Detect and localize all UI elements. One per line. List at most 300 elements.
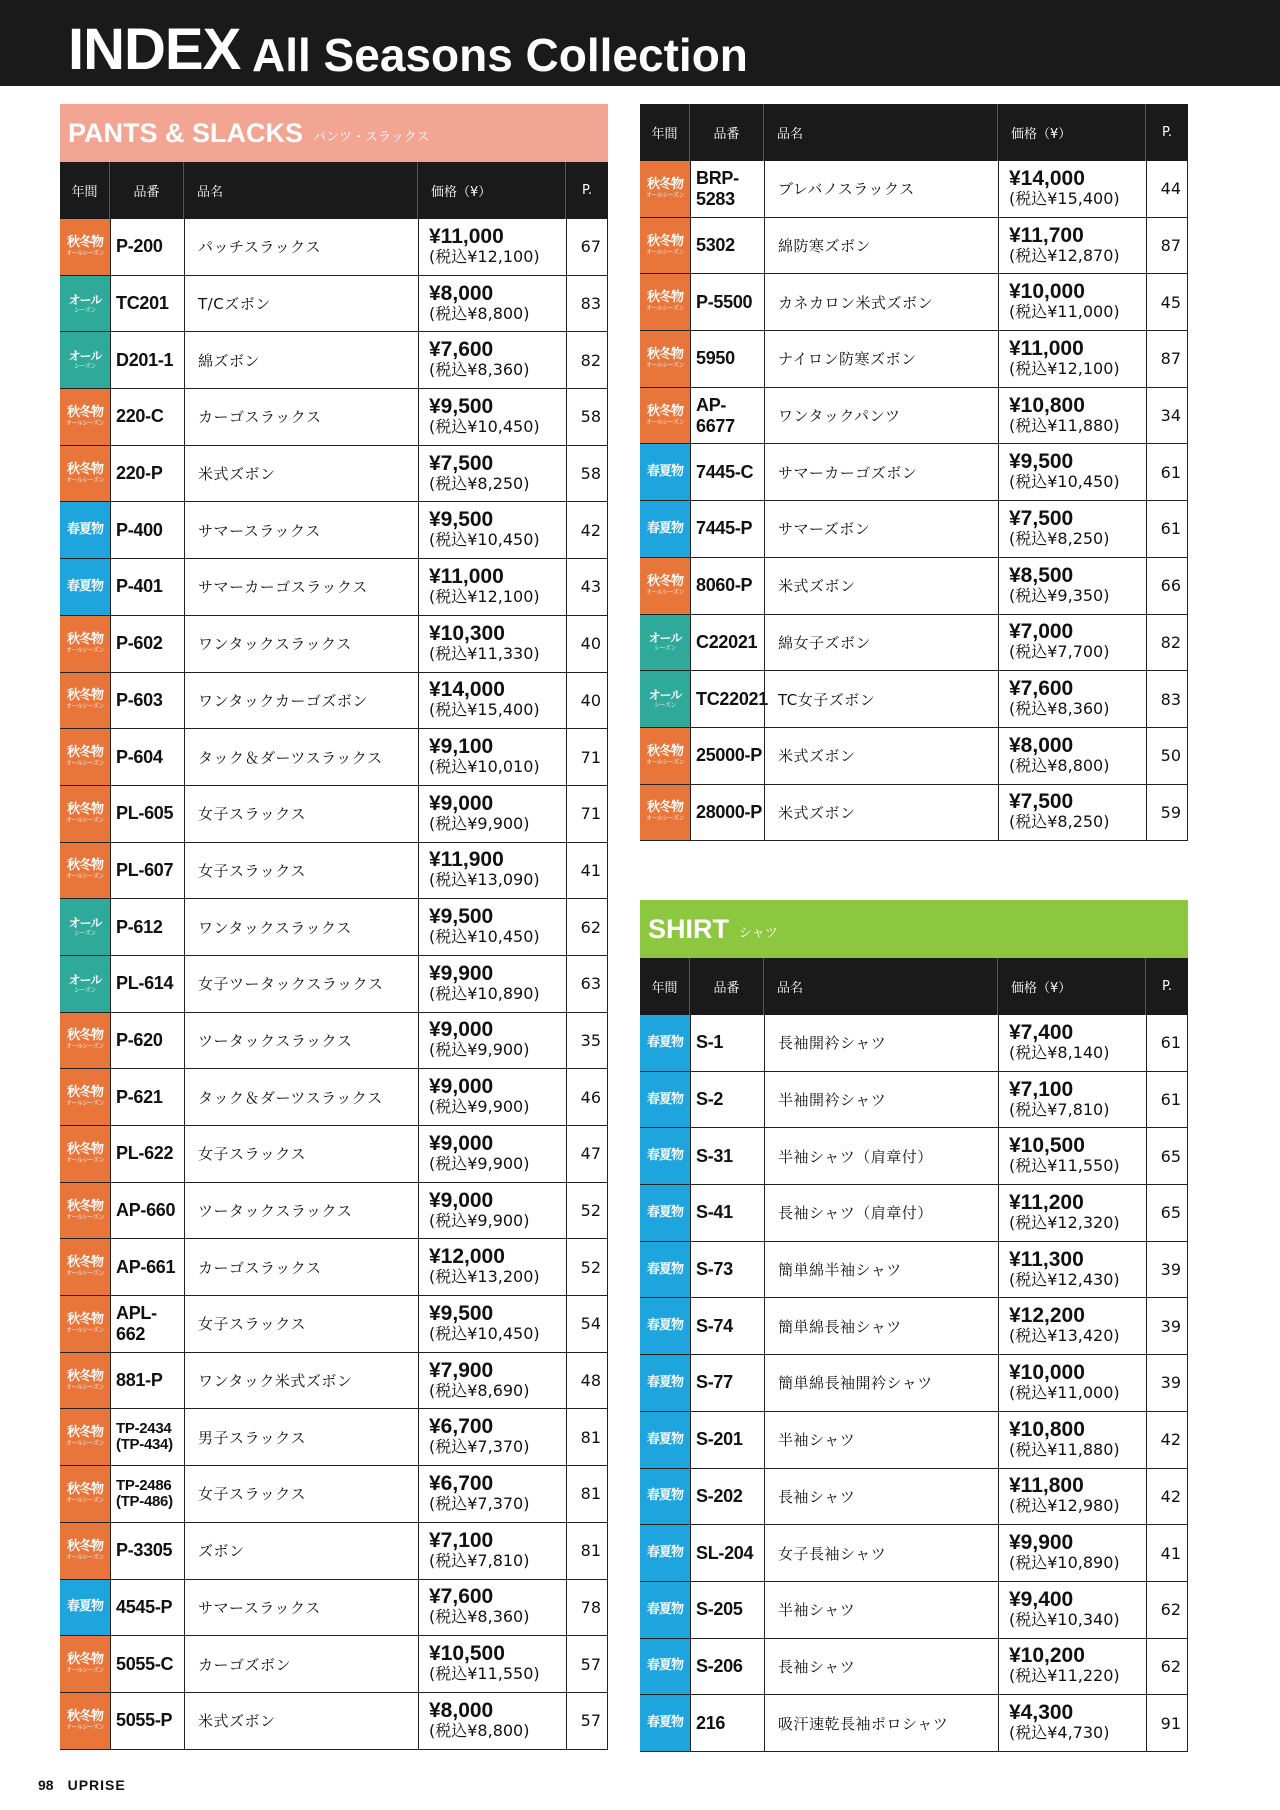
catalog-page: 59: [1146, 785, 1188, 841]
product-price: [998, 1412, 1146, 1468]
price-with-tax: (税込¥11,880): [1009, 415, 1120, 435]
season-badge-sub: オールシーズン: [66, 1043, 104, 1051]
price-value: ¥11,900: [429, 848, 504, 872]
season-badge-title: 秋冬物: [66, 1311, 103, 1327]
product-price: [418, 446, 566, 502]
season-badge-sub: オールシーズン: [646, 418, 684, 426]
season-badge-title: 秋冬物: [646, 346, 683, 362]
col-code: 品番: [690, 104, 764, 161]
pants-subtitle: パンツ・スラックス: [313, 129, 430, 145]
season-badge-title: 秋冬物: [66, 1085, 103, 1101]
product-code: [690, 1072, 764, 1128]
price-value: ¥7,600: [429, 338, 494, 362]
product-name: T/Cズボン: [184, 276, 418, 332]
table-row: [640, 558, 1188, 615]
catalog-page: 83: [566, 276, 608, 332]
table-row: [640, 785, 1188, 842]
price-with-tax: (税込¥10,450): [429, 927, 540, 947]
product-code: [690, 1298, 764, 1354]
price-value: ¥7,100: [1009, 1077, 1074, 1101]
product-code: [110, 559, 184, 615]
price-with-tax: (税込¥7,370): [429, 1437, 530, 1457]
product-code: [690, 1639, 764, 1695]
product-price: [998, 1355, 1146, 1411]
product-name: 女子スラックス: [184, 843, 418, 899]
season-badge-title: 春夏物: [646, 1488, 683, 1504]
product-code-text: S-201: [696, 1429, 743, 1450]
product-code: [690, 331, 764, 387]
price-with-tax: (税込¥12,100): [429, 586, 540, 606]
product-code-text: S-77: [696, 1372, 733, 1393]
product-code: [690, 1128, 764, 1184]
product-price: [418, 1693, 566, 1749]
product-code: [110, 616, 184, 672]
price-with-tax: (税込¥8,800): [429, 1720, 530, 1740]
price-value: ¥9,400: [1009, 1587, 1074, 1611]
product-price: [998, 1128, 1146, 1184]
season-badge-title: 秋冬物: [66, 688, 103, 704]
price-value: ¥7,500: [429, 451, 494, 475]
catalog-page: 81: [566, 1523, 608, 1579]
col-price: 価格（¥）: [998, 104, 1146, 161]
product-code-text: AP-660: [116, 1200, 176, 1221]
product-price: [418, 1069, 566, 1125]
product-price: [418, 219, 566, 275]
table-row: [640, 1298, 1188, 1355]
col-season: 年間: [60, 162, 110, 219]
season-badge: [60, 389, 110, 445]
price-value: ¥11,000: [429, 224, 504, 248]
table-row: [640, 388, 1188, 445]
season-badge-sub: オールシーズン: [66, 419, 104, 427]
season-badge: [60, 502, 110, 558]
product-name: 長袖シャツ: [764, 1469, 998, 1525]
price-value: ¥6,700: [429, 1471, 494, 1495]
catalog-page: 71: [566, 729, 608, 785]
season-badge: [640, 1015, 690, 1071]
table-row: [60, 1693, 608, 1750]
season-badge: [640, 1639, 690, 1695]
product-name: 綿ズボン: [184, 332, 418, 388]
catalog-page: 78: [566, 1580, 608, 1636]
product-price: [998, 331, 1146, 387]
season-badge-sub: オールシーズン: [646, 758, 684, 766]
product-code: [110, 332, 184, 388]
price-value: ¥10,500: [429, 1642, 505, 1666]
shirt-table-body: [640, 1015, 1188, 1752]
product-price: [418, 1523, 566, 1579]
catalog-page: 66: [1146, 558, 1188, 614]
season-badge-sub: オールシーズン: [66, 1667, 104, 1675]
product-price: [418, 1239, 566, 1295]
price-with-tax: (税込¥8,140): [1009, 1042, 1110, 1062]
price-with-tax: (税込¥12,320): [1009, 1212, 1120, 1232]
product-code: [690, 501, 764, 557]
price-value: ¥4,300: [1009, 1701, 1074, 1725]
price-value: ¥9,100: [429, 735, 494, 759]
product-code: [690, 615, 764, 671]
season-badge-sub: シーズン: [74, 306, 96, 314]
season-badge-title: 春夏物: [646, 1204, 683, 1220]
product-name: 長袖シャツ（肩章付）: [764, 1185, 998, 1241]
season-badge-sub: オールシーズン: [646, 815, 684, 823]
product-code-text: P-602: [116, 633, 163, 654]
season-badge-sub: オールシーズン: [66, 873, 104, 881]
season-badge-title: 秋冬物: [66, 461, 103, 477]
table-row: [60, 559, 608, 616]
shirt-subtitle: シャツ: [739, 925, 778, 941]
table-row: [640, 671, 1188, 728]
product-code-text: S-202: [696, 1485, 743, 1506]
price-with-tax: (税込¥8,800): [1009, 755, 1110, 775]
season-badge-title: 春夏物: [646, 1091, 683, 1107]
catalog-page: 42: [1146, 1412, 1188, 1468]
product-price: [998, 274, 1146, 330]
price-value: ¥11,200: [1009, 1190, 1084, 1214]
price-with-tax: (税込¥8,690): [429, 1380, 530, 1400]
product-name: ワンタックカーゴズボン: [184, 673, 418, 729]
product-code-text: 8060-P: [696, 575, 753, 596]
season-badge-title: 春夏物: [646, 1715, 683, 1731]
season-badge-title: 秋冬物: [646, 403, 683, 419]
price-value: ¥10,800: [1009, 1417, 1085, 1441]
season-badge-title: 秋冬物: [66, 1652, 103, 1668]
season-badge: [60, 1296, 110, 1352]
season-badge: [640, 444, 690, 500]
price-value: ¥14,000: [1009, 166, 1085, 190]
catalog-page: 58: [566, 389, 608, 445]
season-badge: [640, 501, 690, 557]
season-badge-sub: オールシーズン: [66, 1326, 104, 1334]
product-name: サマーカーゴスラックス: [184, 559, 418, 615]
season-badge-sub: オールシーズン: [66, 1723, 104, 1731]
season-badge-title: 秋冬物: [646, 176, 683, 192]
catalog-page: 44: [1146, 161, 1188, 217]
price-value: ¥12,200: [1009, 1304, 1085, 1328]
product-code: [110, 1069, 184, 1125]
table-row: [60, 332, 608, 389]
product-name: 簡単綿長袖開衿シャツ: [764, 1355, 998, 1411]
season-badge: [640, 1469, 690, 1525]
season-badge-sub: オールシーズン: [646, 361, 684, 369]
product-code-text: 5302: [696, 235, 735, 256]
catalog-page: 41: [1146, 1525, 1188, 1581]
price-value: ¥9,500: [429, 508, 494, 532]
product-code: [110, 446, 184, 502]
price-with-tax: (税込¥7,370): [429, 1493, 530, 1513]
product-name: 半袖シャツ: [764, 1412, 998, 1468]
catalog-page: 62: [1146, 1582, 1188, 1638]
product-price: [418, 1409, 566, 1465]
pants2-table-body: [640, 161, 1188, 841]
table-row: [60, 1126, 608, 1183]
product-code-text: TC201: [116, 293, 169, 314]
price-value: ¥11,800: [1009, 1474, 1084, 1498]
product-code-text: TP-2486: [116, 1476, 172, 1494]
product-name: 簡単綿半袖シャツ: [764, 1242, 998, 1298]
price-with-tax: (税込¥8,360): [429, 1607, 530, 1627]
product-name: 綿女子ズボン: [764, 615, 998, 671]
catalog-page: 65: [1146, 1185, 1188, 1241]
season-badge-title: 秋冬物: [646, 290, 683, 306]
product-code: [690, 388, 764, 444]
price-with-tax: (税込¥10,890): [1009, 1553, 1120, 1573]
product-code: [110, 1409, 184, 1465]
season-badge-sub: オールシーズン: [66, 1553, 104, 1561]
season-badge-title: 春夏物: [646, 1545, 683, 1561]
catalog-page: 61: [1146, 1015, 1188, 1071]
season-badge-title: 秋冬物: [646, 800, 683, 816]
catalog-page: 47: [566, 1126, 608, 1182]
product-price: [418, 956, 566, 1012]
col-name: 品名: [184, 162, 418, 219]
season-badge-sub: オールシーズン: [66, 476, 104, 484]
product-code: [690, 161, 764, 217]
product-code-text: S-2: [696, 1089, 724, 1110]
price-value: ¥9,000: [429, 1188, 494, 1212]
table-row: [640, 1695, 1188, 1752]
table-row: [60, 389, 608, 446]
price-with-tax: (税込¥10,010): [429, 757, 540, 777]
product-price: [998, 1185, 1146, 1241]
price-with-tax: (税込¥13,200): [429, 1267, 540, 1287]
price-value: ¥7,900: [429, 1358, 494, 1382]
season-badge-title: 春夏物: [646, 1374, 683, 1390]
product-price: [418, 389, 566, 445]
season-badge-title: 秋冬物: [66, 1425, 103, 1441]
price-value: ¥9,000: [429, 791, 494, 815]
price-with-tax: (税込¥10,450): [429, 530, 540, 550]
product-price: [418, 559, 566, 615]
season-badge: [640, 615, 690, 671]
season-badge: [640, 1582, 690, 1638]
product-code: [690, 671, 768, 727]
season-badge-title: 春夏物: [646, 520, 683, 536]
season-badge-title: 春夏物: [66, 578, 103, 594]
product-code-text: 4545-P: [116, 1596, 173, 1617]
product-code: [690, 785, 764, 841]
table-row: [60, 1013, 608, 1070]
product-code-alt: (TP-486): [116, 1492, 173, 1510]
price-with-tax: (税込¥10,450): [429, 416, 540, 436]
table-row: [60, 1183, 608, 1240]
product-code-text: P-621: [116, 1086, 163, 1107]
product-code: [110, 219, 184, 275]
page-header: [0, 0, 1280, 86]
pants-table-body: [60, 219, 608, 1750]
price-with-tax: (税込¥8,800): [429, 303, 530, 323]
product-price: [998, 1582, 1146, 1638]
table-row: [60, 729, 608, 786]
price-value: ¥10,000: [1009, 280, 1085, 304]
table-row: [640, 1072, 1188, 1129]
table-row: [60, 616, 608, 673]
season-badge-title: 春夏物: [646, 1034, 683, 1050]
product-code: [690, 274, 764, 330]
table-row: [640, 444, 1188, 501]
col-page: P.: [1162, 979, 1172, 994]
catalog-page: 54: [566, 1296, 608, 1352]
season-badge-title: オール: [68, 972, 102, 987]
product-price: [418, 1466, 566, 1522]
catalog-page: 81: [566, 1466, 608, 1522]
season-badge: [640, 1525, 690, 1581]
season-badge-sub: オールシーズン: [66, 1440, 104, 1448]
table-row: [60, 843, 608, 900]
price-value: ¥7,000: [1009, 620, 1074, 644]
table-row: [60, 899, 608, 956]
product-code: [690, 1185, 764, 1241]
price-with-tax: (税込¥10,450): [1009, 472, 1120, 492]
price-value: ¥8,000: [429, 281, 494, 305]
product-code: [690, 1015, 764, 1071]
product-code: [110, 1013, 184, 1069]
table-row: [60, 502, 608, 559]
page-number: 98: [38, 1777, 54, 1793]
product-name: サマーカーゴズボン: [764, 444, 998, 500]
season-badge-title: 秋冬物: [66, 1198, 103, 1214]
season-badge: [60, 899, 110, 955]
product-code: [690, 1469, 764, 1525]
season-badge: [640, 218, 690, 274]
price-value: ¥9,500: [429, 394, 494, 418]
price-with-tax: (税込¥11,880): [1009, 1439, 1120, 1459]
product-code: [690, 558, 764, 614]
price-with-tax: (税込¥7,810): [429, 1550, 530, 1570]
season-badge-sub: シーズン: [74, 930, 96, 938]
season-badge: [640, 558, 690, 614]
season-badge: [60, 332, 110, 388]
season-badge-title: 春夏物: [646, 1658, 683, 1674]
shirt-table-header: [640, 958, 1188, 1015]
season-badge-sub: オールシーズン: [66, 1496, 104, 1504]
price-value: ¥9,900: [1009, 1531, 1074, 1555]
pants-table-header: [60, 162, 608, 219]
catalog-page: 71: [566, 786, 608, 842]
price-with-tax: (税込¥9,900): [429, 1040, 530, 1060]
season-badge-sub: オールシーズン: [66, 249, 104, 257]
table-row: [60, 786, 608, 843]
price-value: ¥7,500: [1009, 790, 1074, 814]
product-code-text: APL-662: [116, 1302, 157, 1344]
product-name: 米式ズボン: [184, 446, 418, 502]
shirt-title: SHIRT: [648, 913, 729, 944]
shirt-section: [640, 900, 1188, 1752]
table-row: [640, 161, 1188, 218]
product-price: [998, 1469, 1146, 1525]
catalog-page: 39: [1146, 1242, 1188, 1298]
catalog-page: 65: [1146, 1128, 1188, 1184]
product-price: [418, 1183, 566, 1239]
product-price: [998, 1298, 1146, 1354]
product-name: 米式ズボン: [184, 1693, 418, 1749]
season-badge-sub: オールシーズン: [66, 816, 104, 824]
table-row: [640, 1525, 1188, 1582]
season-badge: [60, 1239, 110, 1295]
season-badge-sub: シーズン: [654, 645, 676, 653]
product-code-text: D201-1: [116, 349, 174, 370]
product-code-text: P-612: [116, 916, 163, 937]
product-price: [418, 616, 566, 672]
price-with-tax: (税込¥12,100): [1009, 358, 1120, 378]
product-name: サマースラックス: [184, 502, 418, 558]
product-name: 女子スラックス: [184, 1466, 418, 1522]
catalog-page: 83: [1146, 671, 1188, 727]
product-name: 女子ツータックスラックス: [184, 956, 418, 1012]
season-badge-sub: オールシーズン: [66, 760, 104, 768]
product-code: [110, 1126, 184, 1182]
price-value: ¥9,900: [429, 961, 494, 985]
product-code-alt: (TP-434): [116, 1436, 173, 1454]
price-value: ¥7,400: [1009, 1020, 1074, 1044]
price-with-tax: (税込¥9,350): [1009, 585, 1110, 605]
season-badge-sub: オールシーズン: [66, 1383, 104, 1391]
price-value: ¥7,600: [1009, 677, 1074, 701]
price-with-tax: (税込¥9,900): [429, 1210, 530, 1230]
price-with-tax: (税込¥8,250): [1009, 528, 1110, 548]
table-row: [640, 218, 1188, 275]
price-with-tax: (税込¥9,900): [429, 813, 530, 833]
col-code: 品番: [110, 162, 184, 219]
season-badge-title: 秋冬物: [66, 404, 103, 420]
col-page: P.: [1162, 125, 1172, 140]
product-code-text: 220-C: [116, 406, 164, 427]
product-code-text: 7445-C: [696, 461, 754, 482]
product-code: [690, 218, 764, 274]
table-row: [60, 1409, 608, 1466]
catalog-page: 39: [1146, 1355, 1188, 1411]
product-code-text: P-400: [116, 519, 163, 540]
product-price: [418, 1013, 566, 1069]
table-row: [60, 956, 608, 1013]
table-row: [60, 1466, 608, 1523]
season-badge: [60, 1069, 110, 1125]
price-with-tax: (税込¥8,250): [429, 473, 530, 493]
price-value: ¥9,500: [1009, 450, 1074, 474]
table-row: [60, 1523, 608, 1580]
col-season: 年間: [640, 958, 690, 1015]
product-code: [110, 502, 184, 558]
price-with-tax: (税込¥10,340): [1009, 1609, 1120, 1629]
season-badge: [640, 161, 690, 217]
table-row: [640, 274, 1188, 331]
season-badge-title: 春夏物: [646, 1318, 683, 1334]
season-badge-sub: オールシーズン: [66, 1100, 104, 1108]
table-row: [640, 1128, 1188, 1185]
table-row: [640, 1469, 1188, 1526]
season-badge-title: 秋冬物: [66, 1141, 103, 1157]
price-with-tax: (税込¥11,220): [1009, 1666, 1120, 1686]
catalog-page: 82: [1146, 615, 1188, 671]
season-badge-sub: シーズン: [74, 363, 96, 371]
season-badge: [60, 729, 110, 785]
product-code-text: P-200: [116, 236, 163, 257]
season-badge: [60, 1580, 110, 1636]
table-row: [60, 1296, 608, 1353]
product-code: [110, 1636, 184, 1692]
product-name: ナイロン防寒ズボン: [764, 331, 998, 387]
product-name: 半袖開衿シャツ: [764, 1072, 998, 1128]
price-with-tax: (税込¥7,810): [1009, 1099, 1110, 1119]
season-badge-title: 春夏物: [66, 1599, 103, 1615]
season-badge: [640, 274, 690, 330]
product-name: 半袖シャツ（肩章付）: [764, 1128, 998, 1184]
catalog-page: 63: [566, 956, 608, 1012]
catalog-page: 42: [1146, 1469, 1188, 1525]
product-code-text: 881-P: [116, 1370, 163, 1391]
product-price: [418, 276, 566, 332]
price-value: ¥12,000: [429, 1245, 505, 1269]
